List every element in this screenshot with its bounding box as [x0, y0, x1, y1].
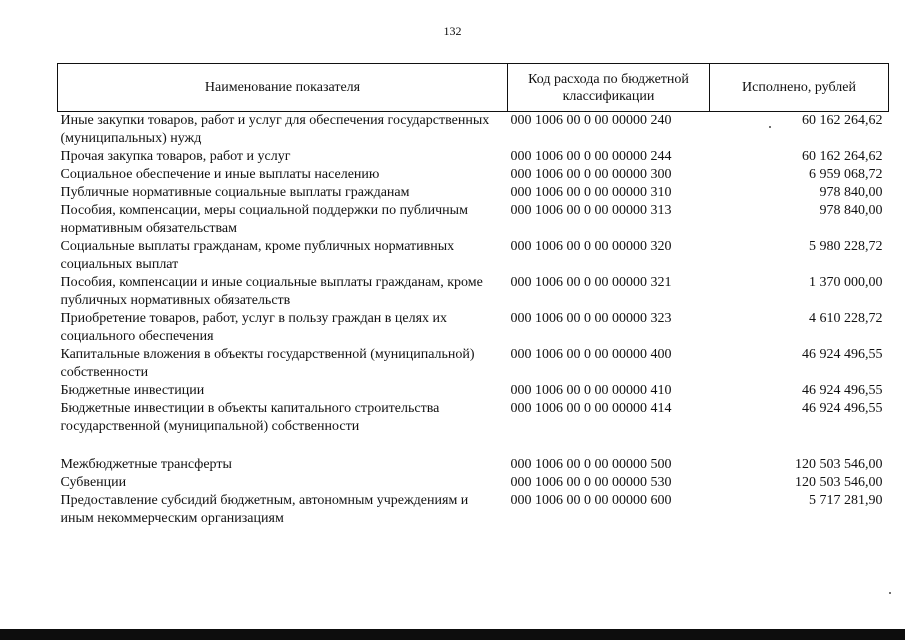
row-code: 000 1006 00 0 00 00000 414 [510, 401, 672, 416]
row-name: Межбюджетные трансферты [60, 457, 232, 472]
row-name: Пособия, компенсации и иные социальные выплаты гражданам, кроме публичных нормативных обязательств [60, 275, 483, 308]
row-amount: 978 840,00 [819, 185, 883, 200]
table-row [58, 112, 889, 149]
row-name: Пособия, компенсации, меры социальной поддержки по публичным нормативным обязательствам [60, 203, 468, 236]
scan-bottom-edge [0, 629, 905, 640]
row-name: Бюджетные инвестиции [60, 383, 205, 398]
header-code: Код расхода по бюджетной классификации [508, 64, 710, 112]
table-row [58, 382, 889, 400]
row-amount: 5 980 228,72 [809, 239, 883, 254]
row-code: 000 1006 00 0 00 00000 400 [510, 347, 672, 362]
table-row [58, 274, 889, 310]
row-name: Бюджетные инвестиции в объекты капитального строительства государственной (муниципальной) собственности [60, 401, 440, 434]
row-amount: 978 840,00 [819, 203, 883, 218]
row-code: 000 1006 00 0 00 00000 321 [510, 275, 672, 290]
table-row [58, 346, 889, 382]
table-row [58, 238, 889, 274]
row-amount: 5 717 281,90 [809, 493, 883, 508]
row-name: Социальное обеспечение и иные выплаты населению [60, 167, 380, 182]
row-name: Социальные выплаты гражданам, кроме публичных нормативных социальных выплат [60, 239, 455, 272]
row-name: Предоставление субсидий бюджетным, автономным учреждениям и иным некоммерческим организациям [60, 493, 469, 526]
row-code: 000 1006 00 0 00 00000 244 [510, 149, 672, 164]
table-row [58, 456, 889, 474]
row-code: 000 1006 00 0 00 00000 410 [510, 383, 672, 398]
row-amount: 60 162 264,62 [802, 113, 883, 128]
row-code: 000 1006 00 0 00 00000 240 [510, 113, 672, 128]
page-number: 132 [443, 24, 462, 38]
row-amount: 120 503 546,00 [795, 457, 883, 472]
row-amount: 4 610 228,72 [809, 311, 883, 326]
row-code: 000 1006 00 0 00 00000 500 [510, 457, 672, 472]
row-amount: 46 924 496,55 [802, 347, 883, 362]
row-name: Прочая закупка товаров, работ и услуг [60, 149, 291, 164]
row-name: Публичные нормативные социальные выплаты гражданам [60, 185, 410, 200]
row-code: 000 1006 00 0 00 00000 600 [510, 493, 672, 508]
scan-speck [769, 126, 771, 128]
row-amount: 60 162 264,62 [802, 149, 883, 164]
row-code: 000 1006 00 0 00 00000 313 [510, 203, 672, 218]
row-amount: 1 370 000,00 [809, 275, 883, 290]
row-amount: 120 503 546,00 [795, 475, 883, 490]
row-spacer [58, 436, 889, 456]
table-row [58, 400, 889, 436]
row-code: 000 1006 00 0 00 00000 300 [510, 167, 672, 182]
row-name: Капитальные вложения в объекты государственной (муниципальной) собственности [60, 347, 475, 380]
row-code: 000 1006 00 0 00 00000 530 [510, 475, 672, 490]
row-amount: 6 959 068,72 [809, 167, 883, 182]
header-name: Наименование показателя [58, 64, 508, 112]
row-code: 000 1006 00 0 00 00000 310 [510, 185, 672, 200]
table-row [58, 202, 889, 238]
table-row [58, 474, 889, 492]
row-code: 000 1006 00 0 00 00000 320 [510, 239, 672, 254]
row-amount: 46 924 496,55 [802, 401, 883, 416]
header-amount: Исполнено, рублей [710, 64, 889, 112]
row-amount: 46 924 496,55 [802, 383, 883, 398]
row-code: 000 1006 00 0 00 00000 323 [510, 311, 672, 326]
table-row [58, 310, 889, 346]
table-row [58, 492, 889, 528]
row-name: Приобретение товаров, работ, услуг в пользу граждан в целях их социального обеспечения [60, 311, 448, 344]
row-name: Иные закупки товаров, работ и услуг для обеспечения государственных (муниципальных) нужд [60, 113, 490, 146]
table-row [58, 184, 889, 202]
table-header-row [58, 64, 889, 112]
table-row [58, 148, 889, 166]
scan-speck [889, 592, 891, 594]
row-name: Субвенции [60, 475, 127, 490]
table-row [58, 166, 889, 184]
budget-execution-table [57, 63, 889, 528]
